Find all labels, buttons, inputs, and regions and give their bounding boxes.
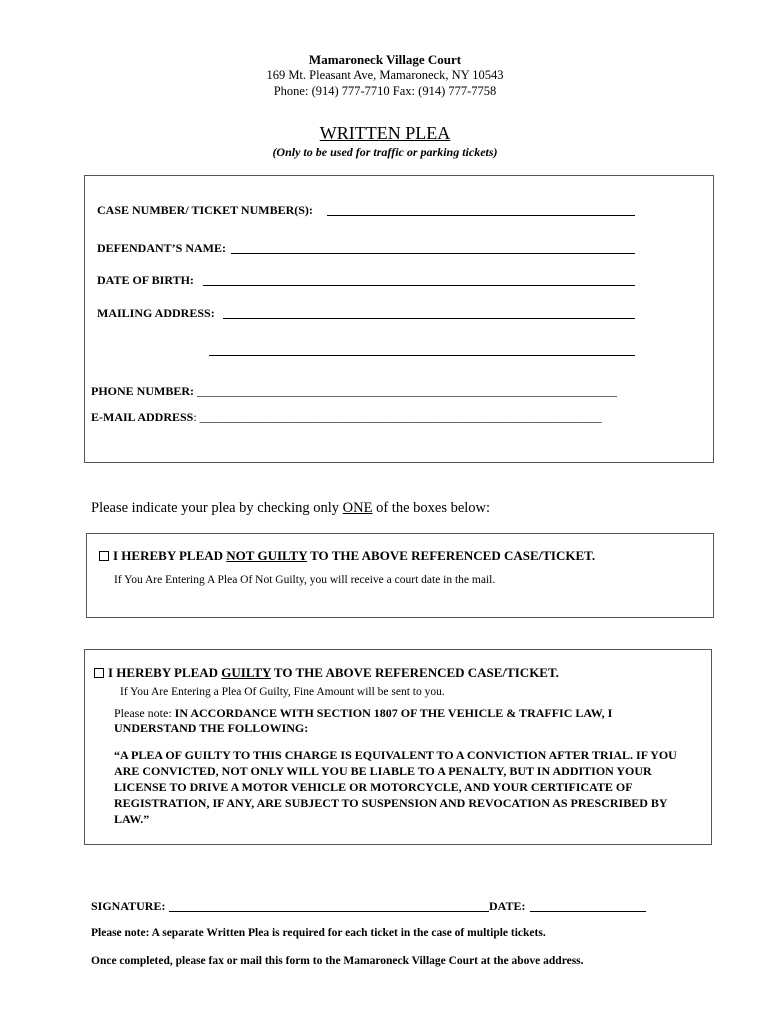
defendant-name-field[interactable] [231,253,635,254]
instruction-emphasis: ONE [342,500,373,516]
case-number-field[interactable] [327,215,635,216]
mailing-address-field-1[interactable] [223,318,635,319]
form-title: WRITTEN PLEA [319,123,451,143]
guilty-please-note [114,706,654,736]
date-field[interactable] [530,911,646,912]
date-of-birth-field[interactable] [203,285,635,286]
case-number-label: CASE NUMBER/ TICKET NUMBER(S): [97,203,313,217]
not-guilty-option[interactable] [99,548,595,564]
submission-note: Once completed, please fax or mail this form to the Mamaroneck Village Court at the above address. [91,955,584,967]
mailing-address-field-2[interactable] [209,355,635,356]
defendant-name-label: DEFENDANT’S NAME: [97,241,226,255]
date-label: DATE: [489,899,526,913]
guilty-suffix: TO THE ABOVE REFERENCED CASE/TICKET. [270,665,559,680]
not-guilty-note: If You Are Entering A Plea Of Not Guilty, you will receive a court date in the mail. [114,574,496,586]
phone-number-label: PHONE NUMBER: [91,384,194,398]
not-guilty-suffix: TO THE ABOVE REFERENCED CASE/TICKET. [307,548,596,563]
plea-instruction [91,500,490,517]
not-guilty-emphasis: NOT GUILTY [226,548,308,563]
phone-number-blank[interactable]: ______________________________________________________________________ [197,384,617,398]
court-name: Mamaroneck Village Court [308,52,462,67]
email-label: E-MAIL ADDRESS [91,410,194,424]
not-guilty-prefix: I HEREBY PLEAD [113,548,227,563]
court-phone-fax: Phone: (914) 777-7710 Fax: (914) 777-7758 [273,84,497,98]
separate-plea-note: Please note: A separate Written Plea is required for each ticket in the case of multiple tickets. [91,927,546,939]
signature-field[interactable] [169,911,489,912]
guilty-note: If You Are Entering a Plea Of Guilty, Fine Amount will be sent to you. [120,686,445,698]
phone-number-row[interactable] [91,384,617,399]
please-note-text: IN ACCORDANCE WITH SECTION 1807 OF THE VEHICLE & TRAFFIC LAW, I UNDERSTAND THE FOLLOWING: [114,706,613,735]
instruction-text-before: Please indicate your plea by checking only [91,500,343,516]
form-subtitle: (Only to be used for traffic or parking tickets) [272,145,498,159]
instruction-text-after: of the boxes below: [372,500,491,516]
mailing-address-label: MAILING ADDRESS: [97,306,215,320]
not-guilty-checkbox[interactable] [99,551,109,561]
guilty-option[interactable] [94,665,559,681]
email-blank[interactable]: : ___________________________________________________________________ [193,410,602,424]
guilty-legal-quote: “A PLEA OF GUILTY TO THIS CHARGE IS EQUIVALENT TO A CONVICTION AFTER TRIAL. IF YOU ARE CONVICTED, NOT ONLY WILL YOU BE LIABLE TO A PENALTY, BUT IN ADDITION YOUR LICENSE TO DRIVE A MOTOR VEHICLE OR MOTORCYCLE, AND YOUR CERTIFICATE OF REGISTRATION, IF ANY, ARE SUBJECT TO SUSPENSION AND REVOCATION AS PRESCRIBED BY LAW.” [114,748,677,826]
signature-label: SIGNATURE: [91,899,166,913]
guilty-emphasis: GUILTY [221,665,271,680]
email-row[interactable] [91,410,602,425]
court-address: 169 Mt. Pleasant Ave, Mamaroneck, NY 10543 [266,68,504,82]
date-of-birth-label: DATE OF BIRTH: [97,273,194,287]
guilty-checkbox[interactable] [94,668,104,678]
guilty-prefix: I HEREBY PLEAD [108,665,222,680]
please-note-label: Please note: [114,706,175,720]
